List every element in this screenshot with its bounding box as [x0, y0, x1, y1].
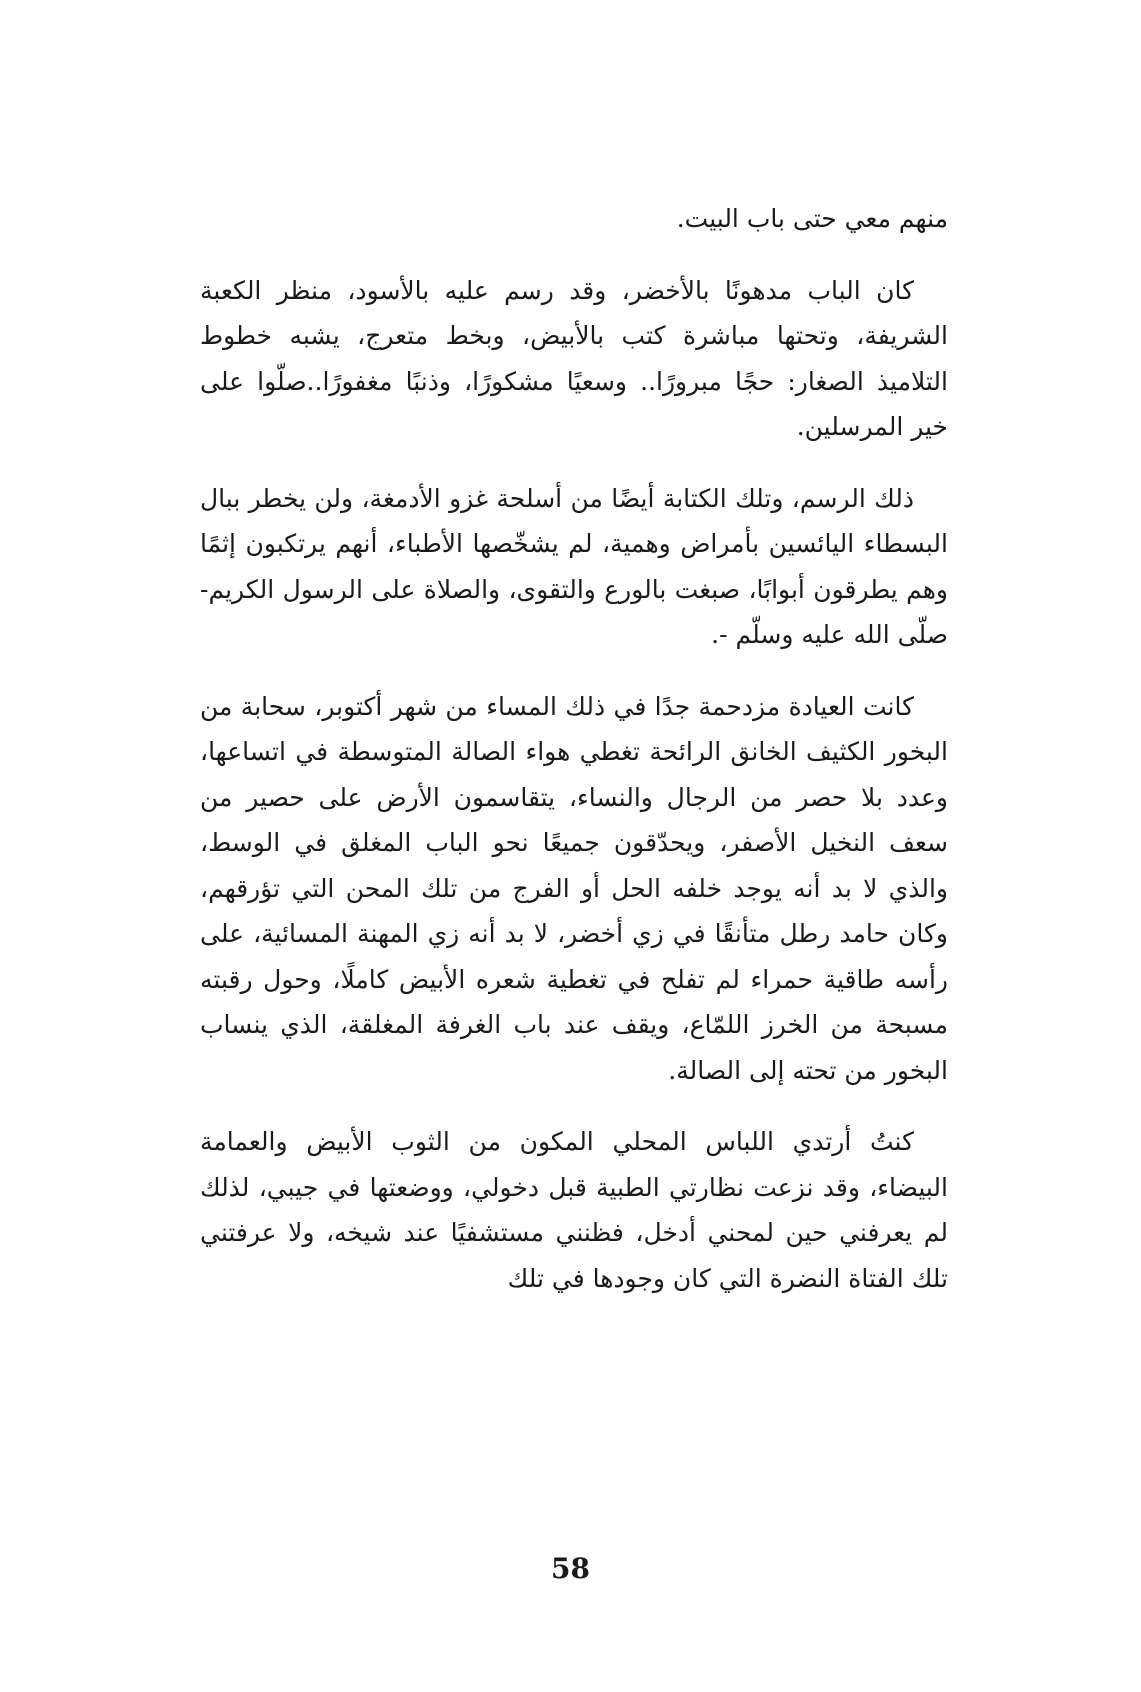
- page-number: 58: [551, 1552, 590, 1585]
- paragraph-5: كنتُ أرتدي اللباس المحلي المكون من الثوب الأبيض والعمامة البيضاء، وقد نزعت نظارتي الطبية قبل دخولي، ووضعتها في جيبي، لذلك لم يعرفني حين لمحني أدخل، فظنني مستشفيًا عند شيخه، ولا عرفتني تلك الفتاة النضرة التي كان وجودها في تلك: [200, 1127, 948, 1293]
- paragraph-1: منهم معي حتى باب البيت.: [676, 204, 948, 233]
- body-text: [200, 196, 948, 1327]
- paragraph-4: كانت العيادة مزدحمة جدًا في ذلك المساء من شهر أكتوبر، سحابة من البخور الكثيف الخانق الرائحة تغطي هواء الصالة المتوسطة في اتساعها، وعدد بلا حصر من الرجال والنساء، يتقاسمون الأرض على حصير من سعف النخيل الأصفر، ويحدّقون جميعًا نحو الباب المغلق في الوسط، والذي لا بد أنه يوجد خلفه الحل أو الفرج من تلك المحن التي تؤرقهم، وكان حامد رطل متأنقًا في زي أخضر، لا بد أنه زي المهنة المسائية، على رأسه طاقية حمراء لم تفلح في تغطية شعره الأبيض كاملًا، وحول رقبته مسبحة من الخرز اللمّاع، ويقف عند باب الغرفة المغلقة، الذي ينساب البخور من تحته إلى الصالة.: [200, 691, 948, 1085]
- paragraph-2: كان الباب مدهونًا بالأخضر، وقد رسم عليه بالأسود، منظر الكعبة الشريفة، وتحتها مباشرة كتب بالأبيض، وبخط متعرج، يشبه خطوط التلاميذ الصغار: حجًا مبرورًا.. وسعيًا مشكورًا، وذنبًا مغفورًا..صلّوا على خير المرسلين.: [200, 275, 948, 441]
- paragraph-3: ذلك الرسم، وتلك الكتابة أيضًا من أسلحة غزو الأدمغة، ولن يخطر ببال البسطاء اليائسين بأمراض وهمية، لم يشخّصها الأطباء، أنهم يرتكبون إثمًا وهم يطرقون أبوابًا، صبغت بالورع والتقوى، والصلاة على الرسول الكريم- صلّى الله عليه وسلّم -.: [200, 483, 948, 649]
